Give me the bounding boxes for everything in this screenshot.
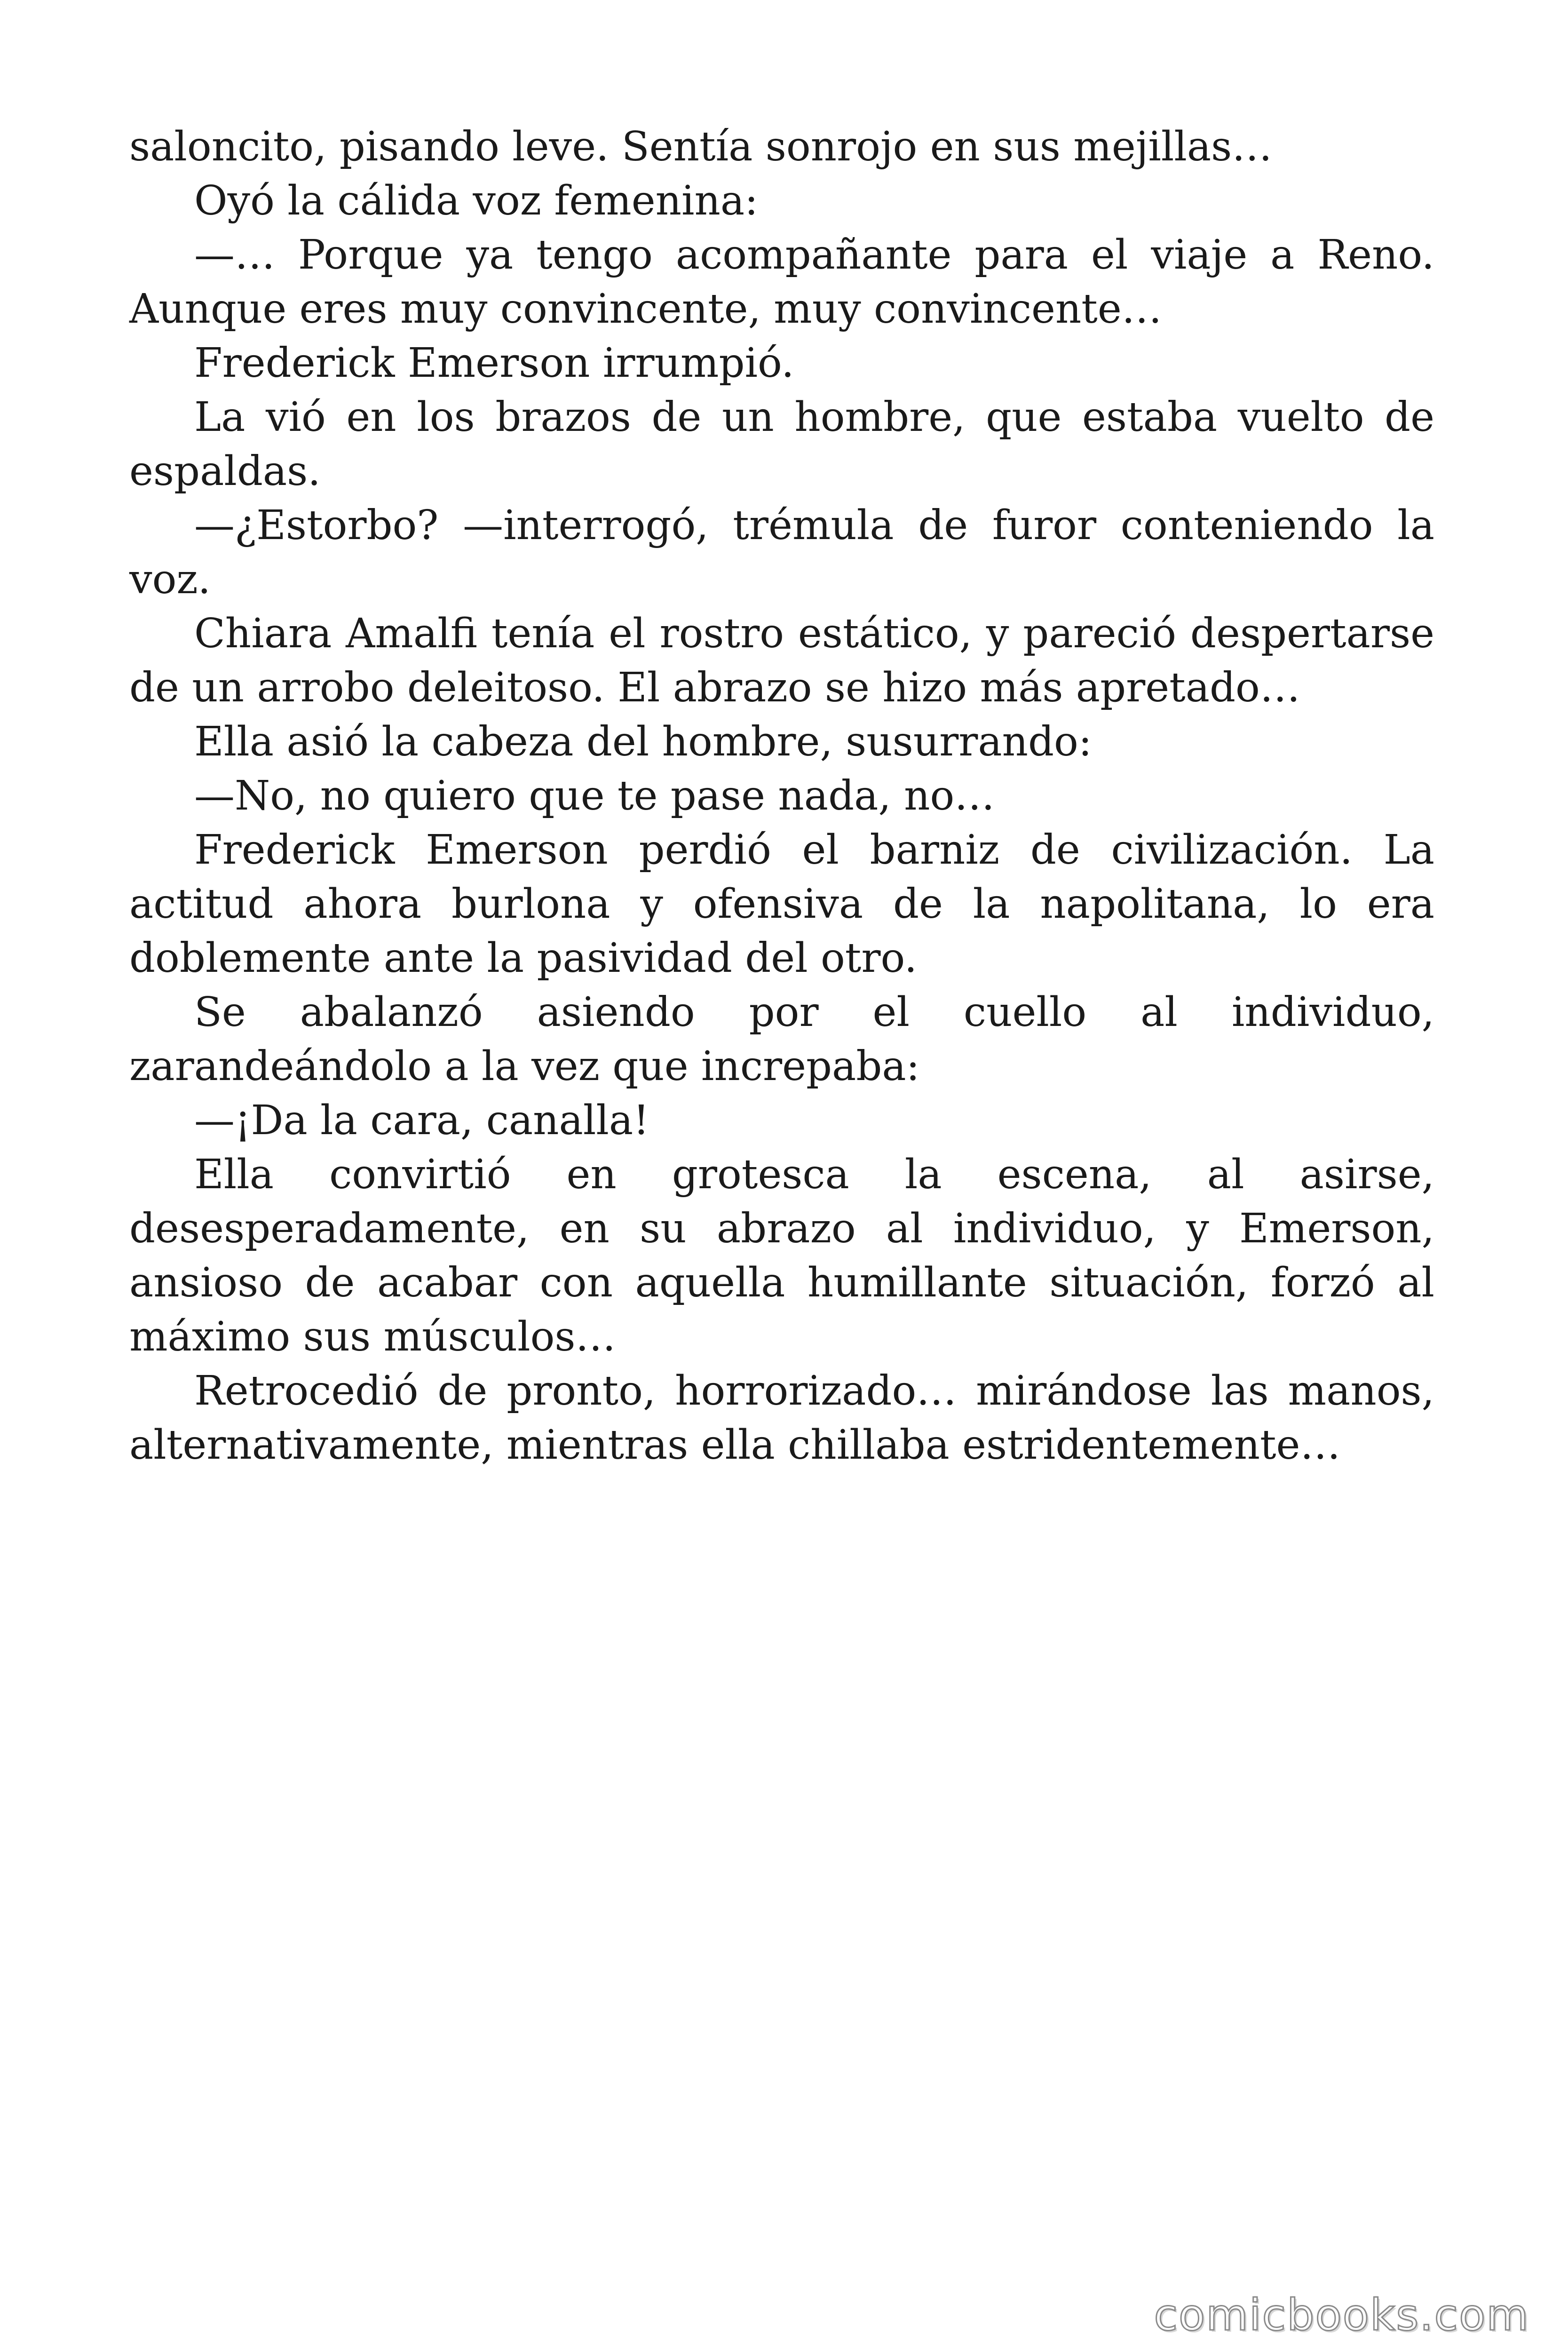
paragraph: La vió en los brazos de un hombre, que estaba vuelto de espaldas. <box>129 394 1434 495</box>
paragraph: Chiara Amalfi tenía el rostro estático, y pareció despertarse de un arrobo deleitoso. El abrazo se hizo más apretado… <box>129 610 1434 711</box>
paragraph: Retrocedió de pronto, horrorizado… mirándose las manos, alternativamente, mientras ella chillaba estridentemente… <box>129 1367 1434 1469</box>
paragraph: —… Porque ya tengo acompañante para el viaje a Reno. Aunque eres muy convincente, muy convincente… <box>129 231 1434 333</box>
paragraph: saloncito, pisando leve. Sentía sonrojo en sus mejillas… <box>129 123 1273 170</box>
paragraph: Frederick Emerson perdió el barniz de civilización. La actitud ahora burlona y ofensiva de la napolitana, lo era doblemente ante la pasividad del otro. <box>129 826 1434 982</box>
paragraph: Ella convirtió en grotesca la escena, al asirse, desesperadamente, en su abrazo al individuo, y Emerson, ansioso de acabar con aquella humillante situación, forzó al máximo sus músculos… <box>129 1151 1434 1360</box>
paragraph: —¡Da la cara, canalla! <box>194 1097 649 1144</box>
watermark: comicbooks.com <box>1154 2290 1529 2340</box>
body-text <box>129 120 1434 1472</box>
paragraph: Se abalanzó asiendo por el cuello al individuo, zarandeándolo a la vez que increpaba: <box>129 989 1434 1090</box>
paragraph: Oyó la cálida voz femenina: <box>194 177 759 224</box>
paragraph: Frederick Emerson irrumpió. <box>194 340 794 387</box>
paragraph: —¿Estorbo? —interrogó, trémula de furor conteniendo la voz. <box>129 502 1434 603</box>
paragraph: —No, no quiero que te pase nada, no… <box>194 772 995 819</box>
paragraph: Ella asió la cabeza del hombre, susurrando: <box>194 718 1092 765</box>
